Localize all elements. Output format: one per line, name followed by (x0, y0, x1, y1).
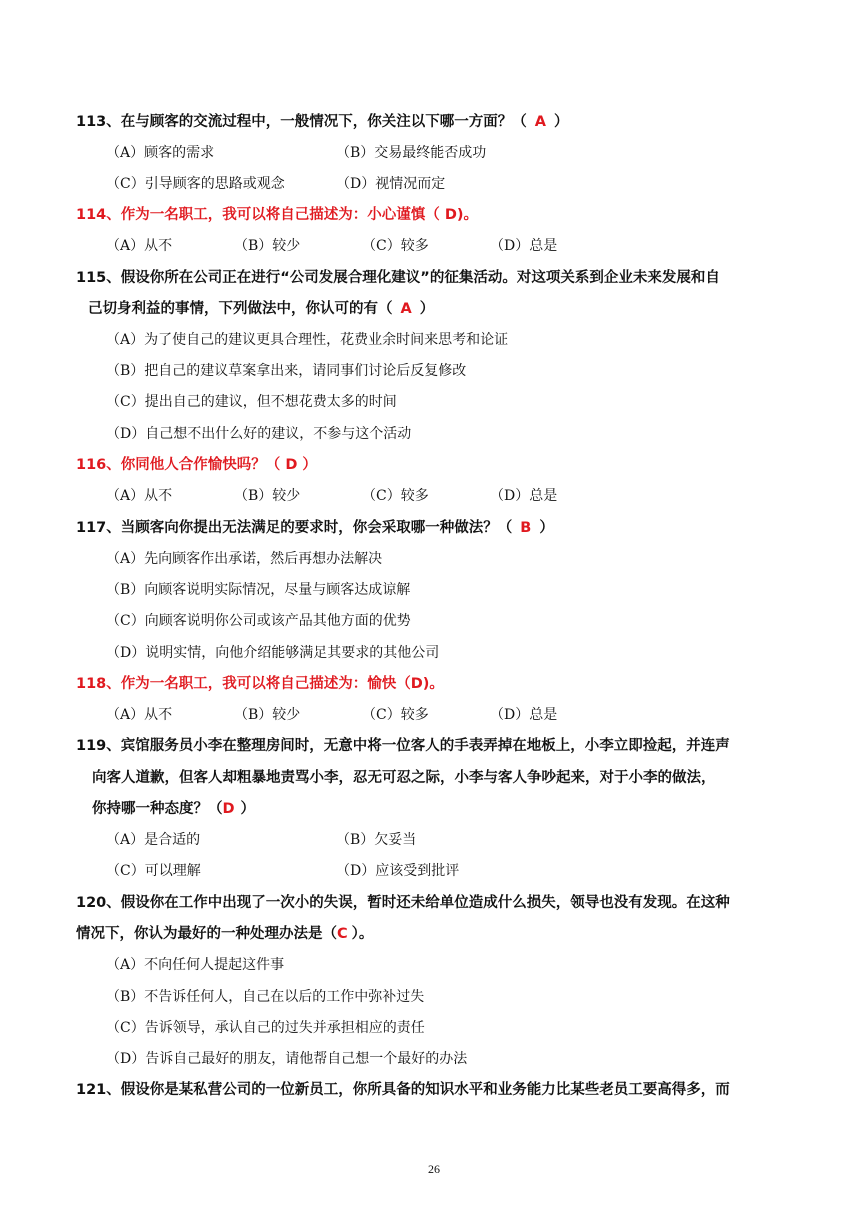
option-117-b: （B）向顾客说明实际情况，尽量与顾客达成谅解 (106, 582, 411, 598)
option-119-d: （D）应该受到批评 (336, 863, 460, 879)
option-115-d: （D）自己想不出什么好的建议，不参与这个活动 (106, 426, 412, 442)
question-118: 118、作为一名职工，我可以将自己描述为：愉快（D)。 (76, 676, 444, 692)
option-114-c: （C）较多 (362, 238, 429, 254)
option-116-d: （D）总是 (490, 488, 558, 504)
question-120-line1: 120、假设你在工作中出现了一次小的失误，暂时还未给单位造成什么损失，领导也没有发现。在这种 (76, 895, 730, 911)
option-118-d: （D）总是 (490, 707, 558, 723)
question-115-line2: 己切身利益的事情，下列做法中，你认可的有（ A ） (88, 301, 435, 317)
answer-119: D (222, 801, 235, 817)
option-120-b: （B）不告诉任何人，自己在以后的工作中弥补过失 (106, 989, 425, 1005)
page-number: 26 (428, 1162, 440, 1176)
option-116-b: （B）较少 (234, 488, 301, 504)
option-119-b: （B）欠妥当 (336, 832, 417, 848)
option-120-a: （A）不向任何人提起这件事 (106, 957, 285, 973)
question-119-line2: 向客人道歉，但客人却粗暴地责骂小李，忍无可忍之际，小李与客人争吵起来，对于小李的做法， (92, 770, 716, 786)
option-114-a: （A）从不 (106, 238, 173, 254)
option-113-a: （A）顾客的需求 (106, 145, 215, 161)
option-115-a: （A）为了使自己的建议更具合理性，花费业余时间来思考和论证 (106, 332, 509, 348)
question-115-line1: 115、假设你所在公司正在进行“公司发展合理化建议”的征集活动。对这项关系到企业未来发展和自 (76, 270, 720, 286)
option-119-a: （A）是合适的 (106, 832, 201, 848)
option-114-b: （B）较少 (234, 238, 301, 254)
option-120-c: （C）告诉领导，承认自己的过失并承担相应的责任 (106, 1020, 425, 1036)
option-117-a: （A）先向顾客作出承诺，然后再想办法解决 (106, 551, 383, 567)
question-120-line2: 情况下，你认为最好的一种处理办法是（C ）。 (76, 926, 374, 942)
question-117: 117、当顾客向你提出无法满足的要求时，你会采取哪一种做法？（ B ） (76, 520, 554, 536)
question-119-line1: 119、宾馆服务员小李在整理房间时，无意中将一位客人的手表弄掉在地板上，小李立即捡起，并连声 (76, 738, 730, 754)
option-113-b: （B）交易最终能否成功 (336, 145, 487, 161)
option-119-c: （C）可以理解 (106, 863, 201, 879)
answer-115: A (400, 301, 412, 317)
answer-113: A (534, 114, 546, 130)
option-118-b: （B）较少 (234, 707, 301, 723)
option-113-d: （D）视情况而定 (336, 176, 446, 192)
option-120-d: （D）告诉自己最好的朋友，请他帮自己想一个最好的办法 (106, 1051, 468, 1067)
answer-117: B (520, 520, 532, 536)
option-118-c: （C）较多 (362, 707, 429, 723)
question-119-line3: 你持哪一种态度？（D ） (92, 801, 256, 817)
option-116-a: （A）从不 (106, 488, 173, 504)
option-118-a: （A）从不 (106, 707, 173, 723)
question-114: 114、作为一名职工，我可以将自己描述为：小心谨慎（ D)。 (76, 207, 478, 223)
question-113: 113、在与顾客的交流过程中，一般情况下，你关注以下哪一方面？（ A ） (76, 114, 569, 130)
option-113-c: （C）引导顾客的思路或观念 (106, 176, 285, 192)
option-117-c: （C）向顾客说明你公司或该产品其他方面的优势 (106, 613, 411, 629)
question-116: 116、你同他人合作愉快吗？（ D ） (76, 457, 317, 473)
question-121-line1: 121、假设你是某私营公司的一位新员工，你所具备的知识水平和业务能力比某些老员工要高得多，而 (76, 1082, 730, 1098)
option-115-b: （B）把自己的建议草案拿出来，请同事们讨论后反复修改 (106, 363, 467, 379)
option-117-d: （D）说明实情，向他介绍能够满足其要求的其他公司 (106, 645, 440, 661)
option-114-d: （D）总是 (490, 238, 558, 254)
option-116-c: （C）较多 (362, 488, 429, 504)
option-115-c: （C）提出自己的建议，但不想花费太多的时间 (106, 394, 397, 410)
answer-120: C (337, 926, 348, 942)
